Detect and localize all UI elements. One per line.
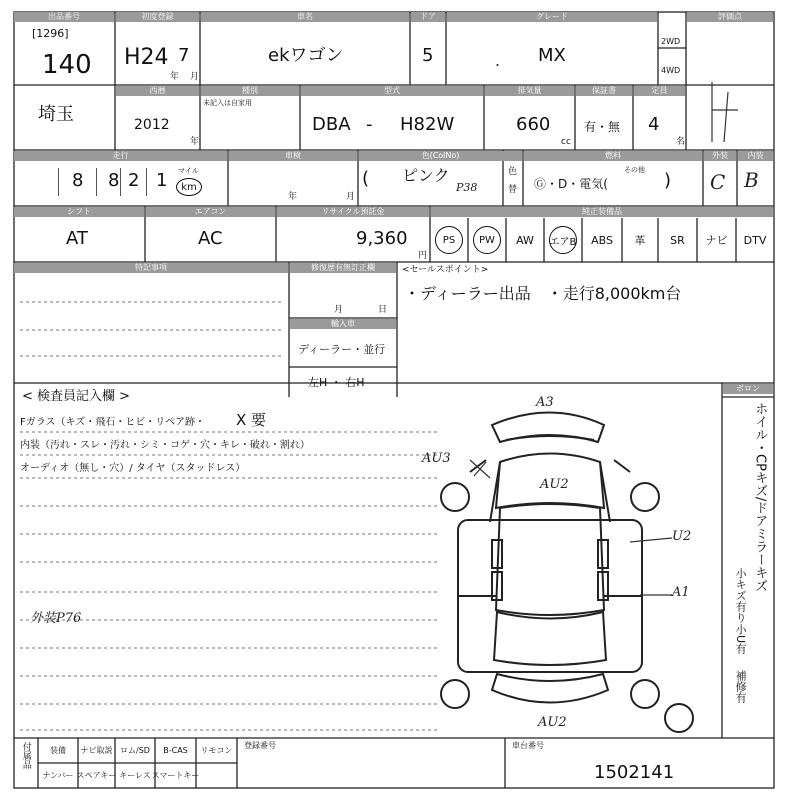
header-mileage: 走行	[14, 151, 227, 161]
header-grade: グレード	[447, 12, 657, 22]
header-shift: シフト	[14, 207, 144, 217]
equipment-label: AW	[516, 233, 534, 247]
mileage-digit: 8	[72, 170, 84, 191]
equipment-label: PW	[473, 226, 501, 254]
equipment-item	[736, 218, 774, 262]
history-month: 月	[334, 305, 344, 315]
x-required: X 要	[236, 411, 267, 429]
mark-au3: AU3	[422, 451, 451, 466]
accessory-item: ナビ取説	[80, 746, 113, 755]
lot-code: [1296]	[32, 27, 69, 40]
accessory-item: ロム/SD	[120, 746, 150, 755]
mark-au2-bottom: AU2	[538, 715, 567, 730]
mileage-mile-unit: マイル	[178, 167, 199, 175]
shaken-year: 年	[288, 192, 298, 202]
equipment-label: DTV	[743, 233, 767, 247]
handwritten-left-note: 外装P76	[30, 611, 82, 626]
equipment-label: SR	[670, 233, 685, 247]
equipment-item	[544, 218, 582, 262]
interior-grade: B	[744, 168, 759, 192]
sales-header: <セールスポイント>	[402, 265, 489, 275]
mileage-tick	[58, 168, 59, 196]
mark-a3: A3	[536, 395, 554, 410]
first-reg-year-unit: 年	[170, 72, 180, 82]
header-doors: ドア	[411, 12, 445, 22]
warranty: 有・無	[584, 120, 621, 134]
equipment-item	[582, 218, 622, 262]
fuel-other: その他	[624, 166, 645, 174]
history-day: 日	[378, 305, 388, 315]
color-gae: 替	[508, 185, 518, 195]
handle-side: 左H ・ 右H	[308, 376, 365, 389]
header-notes: 特記事項	[14, 263, 288, 273]
header-model: 型式	[301, 86, 483, 96]
equipment-label: 革	[634, 234, 646, 247]
color-paren-open: (	[362, 168, 370, 189]
displacement: 660	[516, 114, 551, 135]
header-history: 修復歴有無訂正欄	[290, 263, 396, 273]
header-shaken: 車検	[229, 151, 357, 161]
mileage-tick	[96, 168, 97, 196]
header-car-name: 車名	[201, 12, 409, 22]
accessory-item: B-CAS	[163, 746, 188, 755]
category-note: 未記入は自家用	[203, 99, 252, 107]
inspector-header: < 検査員記入欄 >	[22, 389, 131, 404]
car-name: ekワゴン	[268, 45, 344, 66]
bottom-side-label: 付属品	[20, 742, 31, 769]
fuel-close: )	[664, 170, 672, 191]
drive-4wd: 4WD	[661, 66, 681, 75]
accessory-item: ナンバー	[42, 771, 74, 780]
ac-value: AC	[198, 228, 223, 249]
mark-u2: U2	[672, 529, 692, 544]
header-interior: 内装	[738, 151, 773, 161]
color-name: ピンク	[402, 166, 450, 185]
chassis-number: 1502141	[594, 762, 675, 783]
persons-unit: 名	[676, 137, 686, 147]
header-exterior: 外装	[704, 151, 736, 161]
right-note-4: 補修有	[734, 670, 748, 703]
recycle-value: 9,360	[356, 228, 408, 249]
capacity: 4	[648, 114, 660, 135]
header-first-reg: 初度登録	[116, 12, 199, 22]
mileage-tick	[146, 168, 147, 196]
header-recycle: リサイクル預託金	[277, 207, 429, 217]
accessory-item: キーレス	[119, 771, 151, 780]
equipment-label: PS	[435, 226, 463, 254]
header-diagram-tag: ボロン	[723, 384, 773, 394]
drive-2wd: 2WD	[661, 37, 681, 46]
accessory-item: スマートキー	[151, 771, 200, 780]
exterior-grade: C	[710, 170, 726, 194]
header-import: 輸入車	[290, 319, 396, 329]
equipment-item	[506, 218, 544, 262]
inspector-line-audio: オーディオ（無し・穴）/ タイヤ（スタッドレス）	[20, 463, 246, 474]
color-iro: 色	[508, 167, 518, 177]
grade-mark: ・	[492, 59, 503, 72]
car-grade: MX	[538, 45, 566, 66]
header-color: 色(ColNo)	[359, 151, 522, 161]
equipment-item	[430, 218, 468, 262]
mileage-digit: 8	[108, 170, 120, 191]
mileage-digit: 1	[156, 170, 168, 191]
reg-year: 2012	[134, 117, 170, 133]
mileage-digit: 2	[128, 170, 140, 191]
first-reg-month-unit: 月	[190, 72, 200, 82]
equipment-item	[622, 218, 658, 262]
first-reg-month: 7	[178, 45, 190, 66]
shaken-month: 月	[346, 192, 356, 202]
bottom-reg-label: 登録番号	[244, 741, 276, 750]
header-fuel: 燃料	[524, 151, 702, 161]
equipment-label: エアB	[549, 226, 577, 254]
mark-au2-top: AU2	[540, 477, 569, 492]
lot-number: 140	[42, 50, 92, 80]
shift-value: AT	[66, 228, 88, 249]
equipment-item	[658, 218, 697, 262]
header-eval: 評価点	[687, 12, 773, 22]
model-code: H82W	[400, 114, 455, 135]
first-reg-era: H24	[124, 45, 169, 70]
color-code: P38	[456, 181, 478, 194]
header-category: 種別	[201, 86, 299, 96]
model-prefix: DBA	[312, 114, 351, 135]
mileage-km-unit: km	[176, 178, 202, 196]
right-note-2: 小キズ有り	[734, 568, 748, 623]
header-western: 西暦	[116, 86, 199, 96]
accessory-item: 装備	[50, 746, 66, 755]
header-displacement: 排気量	[485, 86, 574, 96]
model-dash: -	[366, 114, 373, 135]
mark-a1: A1	[672, 585, 690, 600]
western-year-unit: 年	[190, 137, 200, 147]
right-note-1: ホイル・CPキズ/ドアミラーキズ	[752, 402, 768, 593]
accessory-item: スペアキー	[76, 771, 117, 780]
header-warranty: 保証書	[576, 86, 632, 96]
yen-unit: 円	[418, 251, 428, 261]
prefecture: 埼玉	[38, 104, 74, 125]
inspector-line-glass: Fガラス（キズ・飛石・ヒビ・リペア跡・	[20, 417, 206, 428]
sales-point: ・ディーラー出品 ・走行8,000km台	[404, 284, 682, 303]
header-equipment: 純正装備品	[431, 207, 773, 217]
mileage-tick	[120, 168, 121, 196]
right-note-3: 小U有	[734, 624, 748, 655]
cc-unit: cc	[561, 137, 571, 147]
header-lot: 出品番号	[14, 12, 114, 22]
import-type: ディーラー・並行	[298, 343, 386, 356]
bottom-chassis-label: 車台番号	[512, 741, 544, 750]
header-capacity: 定員	[634, 86, 685, 96]
header-ac: エアコン	[146, 207, 275, 217]
car-doors: 5	[422, 45, 434, 66]
equipment-label: ナビ	[705, 234, 728, 247]
equipment-label: ABS	[591, 233, 613, 247]
equipment-item	[697, 218, 736, 262]
inspector-line-interior: 内装（汚れ・スレ・汚れ・シミ・コゲ・穴・キレ・破れ・割れ）	[20, 440, 310, 451]
accessory-item: リモコン	[200, 746, 233, 755]
fuel-options: Ⓖ・D・電気(	[534, 177, 608, 191]
equipment-item	[468, 218, 506, 262]
